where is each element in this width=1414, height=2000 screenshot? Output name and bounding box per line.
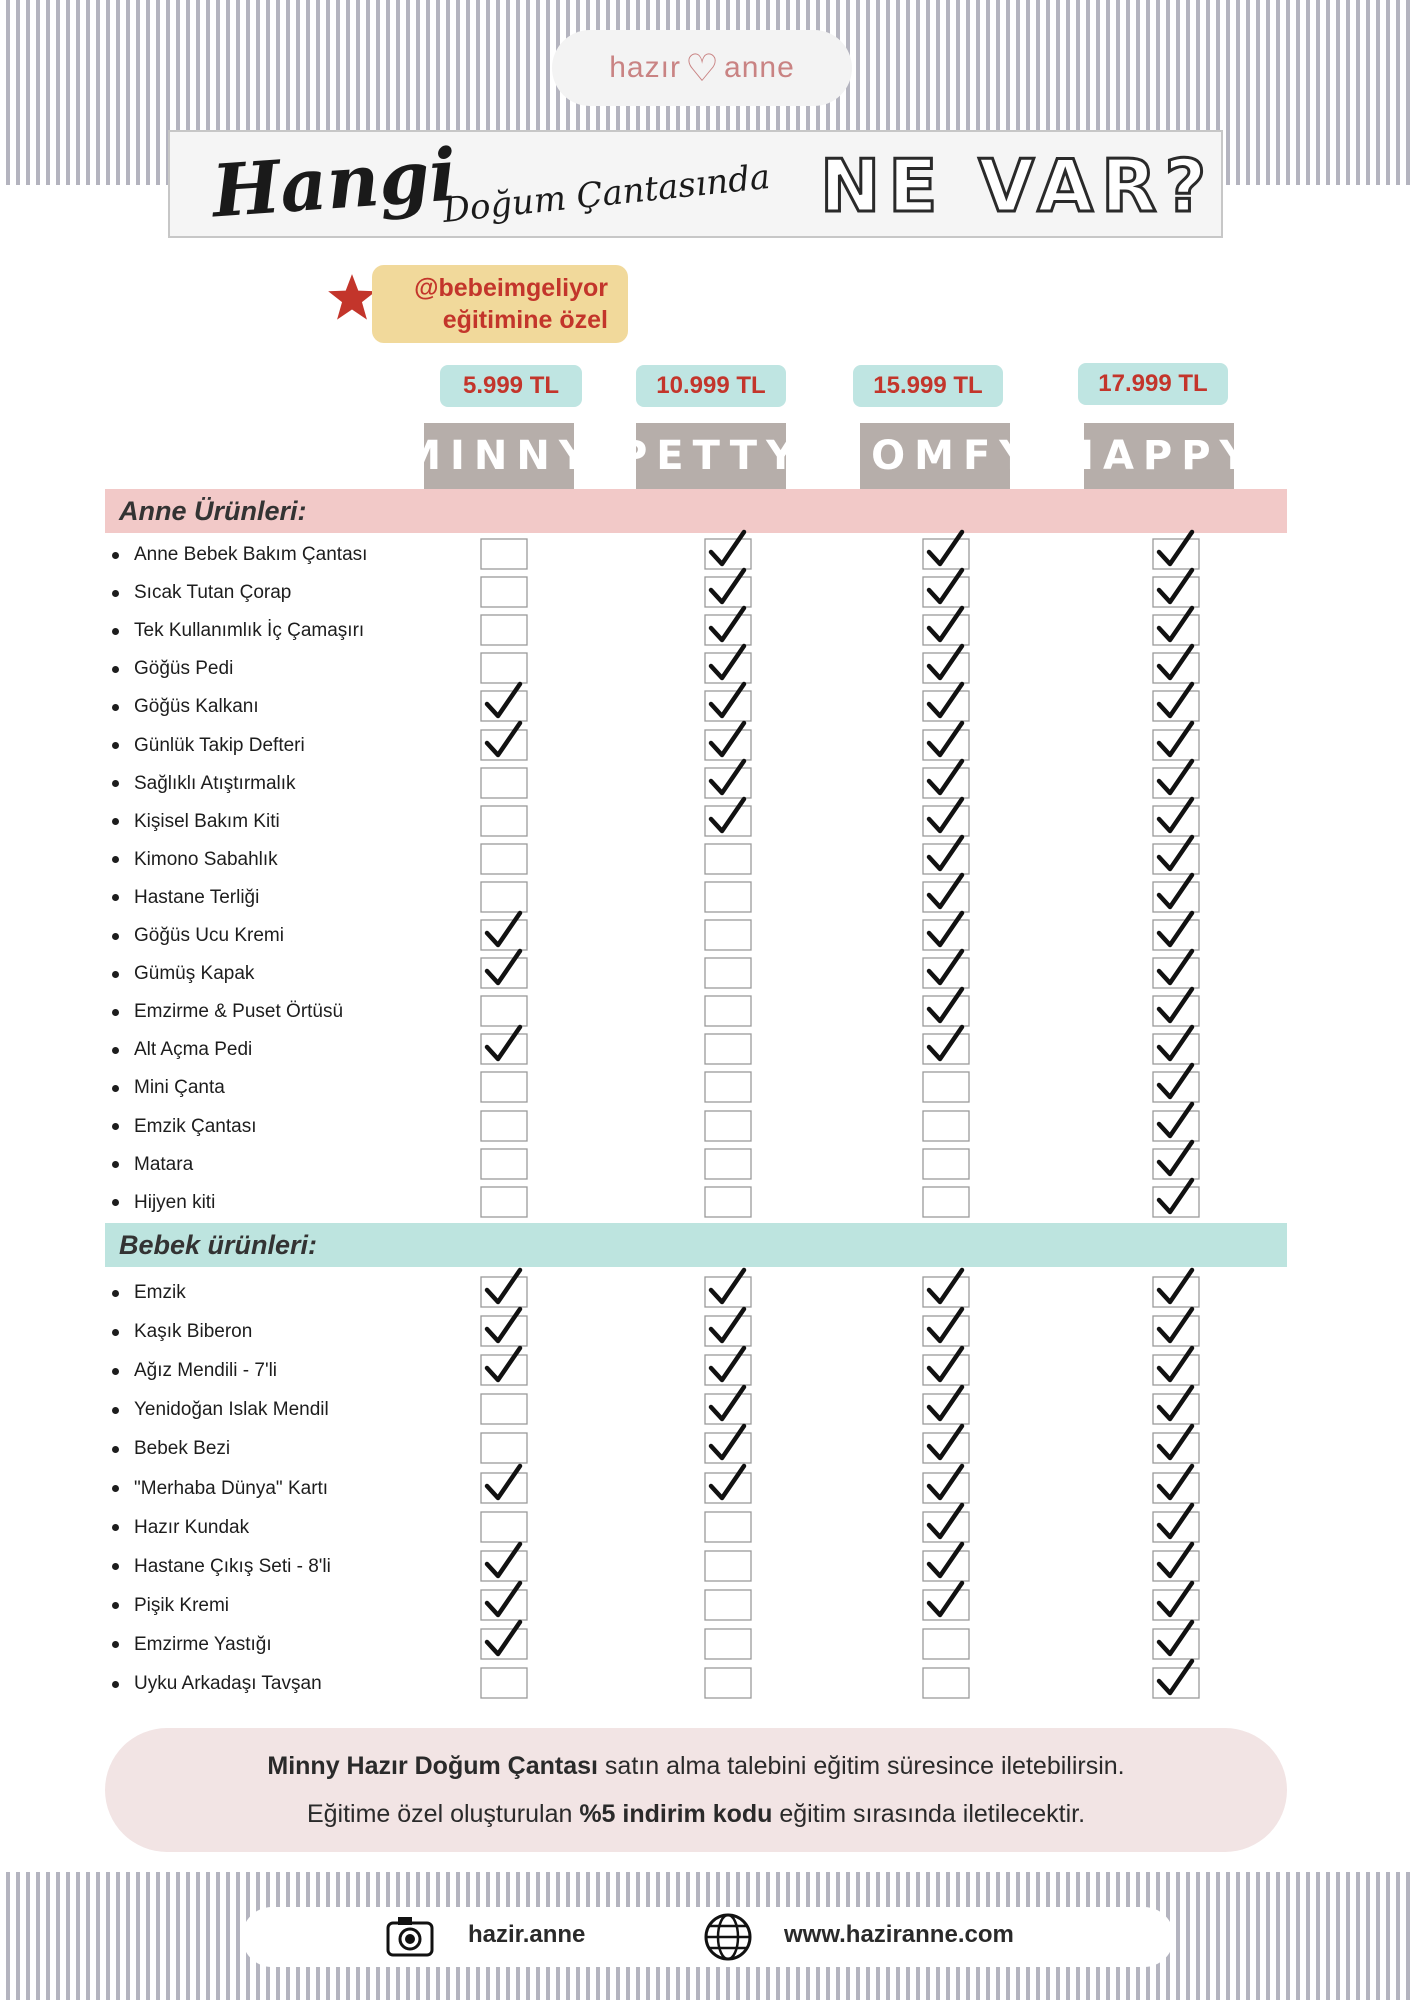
item-label: Göğüs Kalkanı	[134, 696, 259, 718]
checked-checkbox	[480, 1352, 526, 1386]
checked-checkbox	[1152, 1031, 1198, 1065]
item-label: Matara	[134, 1153, 194, 1175]
empty-checkbox	[922, 1626, 968, 1660]
title-word-dogum: Doğum Çantasında	[440, 156, 773, 232]
website-url[interactable]: www.haziranne.com	[784, 1921, 1014, 1948]
bullet-icon	[112, 1407, 119, 1414]
checked-checkbox	[704, 650, 750, 684]
checked-checkbox	[1152, 1430, 1198, 1464]
item-label: Kaşık Biberon	[134, 1321, 253, 1343]
bullet-icon	[112, 628, 119, 635]
empty-checkbox	[480, 1146, 526, 1180]
checked-checkbox	[480, 727, 526, 761]
checked-checkbox	[704, 688, 750, 722]
checked-checkbox	[1152, 1146, 1198, 1180]
item-label: Gümüş Kapak	[134, 963, 255, 985]
empty-checkbox	[480, 879, 526, 913]
checked-checkbox	[922, 727, 968, 761]
empty-checkbox	[704, 1146, 750, 1180]
checked-checkbox	[922, 841, 968, 875]
bullet-icon	[112, 818, 119, 825]
checked-checkbox	[922, 536, 968, 570]
checked-checkbox	[1152, 1184, 1198, 1218]
title-word-hangi: Hangi	[209, 131, 460, 234]
checked-checkbox	[704, 1391, 750, 1425]
bullet-icon	[112, 704, 119, 711]
checked-checkbox	[1152, 1069, 1198, 1103]
checked-checkbox	[1152, 1509, 1198, 1543]
checked-checkbox	[922, 650, 968, 684]
checked-checkbox	[480, 1274, 526, 1308]
bullet-icon	[112, 742, 119, 749]
checked-checkbox	[480, 1313, 526, 1347]
checked-checkbox	[1152, 955, 1198, 989]
checked-checkbox	[1152, 1587, 1198, 1621]
checked-checkbox	[1152, 727, 1198, 761]
checked-checkbox	[1152, 688, 1198, 722]
empty-checkbox	[922, 1184, 968, 1218]
checked-checkbox	[922, 803, 968, 837]
list-item	[112, 1434, 230, 1464]
checked-checkbox	[922, 955, 968, 989]
item-label: Kişisel Bakım Kiti	[134, 810, 280, 832]
footer-line-2-bold: %5 indirim kodu	[579, 1800, 773, 1828]
empty-checkbox	[922, 1665, 968, 1699]
checked-checkbox	[1152, 612, 1198, 646]
list-item	[112, 1669, 322, 1699]
empty-checkbox	[704, 879, 750, 913]
star-icon	[326, 272, 378, 324]
item-label: Kimono Sabahlık	[134, 848, 278, 870]
empty-checkbox	[704, 1626, 750, 1660]
checked-checkbox	[480, 955, 526, 989]
checked-checkbox	[1152, 917, 1198, 951]
bullet-icon	[112, 1085, 119, 1092]
promo-badge	[372, 265, 628, 343]
item-label: Hastane Çıkış Seti - 8'li	[134, 1555, 331, 1577]
bullet-icon	[112, 1681, 119, 1688]
checked-checkbox	[1152, 993, 1198, 1027]
item-label: Hazır Kundak	[134, 1516, 250, 1538]
checked-checkbox	[704, 1430, 750, 1464]
list-item	[112, 1188, 215, 1218]
empty-checkbox	[480, 841, 526, 875]
checked-checkbox	[922, 1509, 968, 1543]
list-item	[112, 807, 280, 837]
list-item	[112, 1630, 272, 1660]
checked-checkbox	[1152, 879, 1198, 913]
bullet-icon	[112, 1641, 119, 1648]
list-item	[112, 997, 343, 1027]
checked-checkbox	[1152, 574, 1198, 608]
brand-logo	[552, 30, 852, 106]
list-item	[112, 1112, 256, 1142]
empty-checkbox	[704, 1184, 750, 1218]
empty-checkbox	[480, 1391, 526, 1425]
checked-checkbox	[1152, 765, 1198, 799]
camera-icon[interactable]	[384, 1911, 436, 1963]
empty-checkbox	[704, 1665, 750, 1699]
checked-checkbox	[922, 1031, 968, 1065]
bullet-icon	[112, 590, 119, 597]
empty-checkbox	[480, 1069, 526, 1103]
empty-checkbox	[704, 1587, 750, 1621]
list-item	[112, 692, 259, 722]
item-label: Mini Çanta	[134, 1077, 225, 1099]
package-label-minny: MINNY	[424, 423, 574, 489]
checked-checkbox	[922, 879, 968, 913]
bullet-icon	[112, 1123, 119, 1130]
list-item	[112, 1278, 186, 1308]
checked-checkbox	[1152, 803, 1198, 837]
bullet-icon	[112, 933, 119, 940]
footer-line-1-bold: Minny Hazır Doğum Çantası	[267, 1752, 598, 1780]
checked-checkbox	[922, 1548, 968, 1582]
item-label: Emzik Çantası	[134, 1115, 257, 1137]
list-item	[112, 1035, 252, 1065]
item-label: Göğüs Ucu Kremi	[134, 925, 284, 946]
price-tag-minny: 5.999 TL	[440, 365, 582, 407]
checked-checkbox	[704, 574, 750, 608]
globe-icon[interactable]	[702, 1911, 754, 1963]
footer-line-2	[307, 1790, 1085, 1838]
title-word-nevar: NE VAR?	[820, 144, 1215, 228]
item-label: Göğüs Pedi	[134, 658, 234, 680]
package-label-petty: PETTY	[636, 423, 786, 489]
footer-line-1	[267, 1742, 1124, 1790]
checked-checkbox	[704, 765, 750, 799]
footer-line-1-rest: satın alma talebini eğitim süresince iletebilirsin.	[597, 1752, 1125, 1780]
empty-checkbox	[480, 993, 526, 1027]
empty-checkbox	[704, 1108, 750, 1142]
package-label-comfy: COMFY	[860, 423, 1010, 489]
bullet-icon	[112, 1161, 119, 1168]
checked-checkbox	[1152, 1548, 1198, 1582]
checked-checkbox	[1152, 650, 1198, 684]
bullet-icon	[112, 1446, 119, 1453]
item-label: Bebek Bezi	[134, 1438, 231, 1460]
item-label: Emzik	[134, 1282, 186, 1303]
checked-checkbox	[704, 1313, 750, 1347]
empty-checkbox	[480, 1665, 526, 1699]
price-tag-comfy: 15.999 TL	[853, 365, 1003, 407]
bullet-icon	[112, 1563, 119, 1570]
empty-checkbox	[704, 955, 750, 989]
empty-checkbox	[704, 1069, 750, 1103]
checked-checkbox	[704, 536, 750, 570]
checked-checkbox	[1152, 1626, 1198, 1660]
checked-checkbox	[480, 1470, 526, 1504]
empty-checkbox	[480, 1108, 526, 1142]
checked-checkbox	[922, 1391, 968, 1425]
heart-icon: ♡	[684, 47, 721, 90]
section-header-anne: Anne Ürünleri:	[105, 489, 1287, 533]
checked-checkbox	[922, 765, 968, 799]
footer-line-2-start: Eğitime özel oluşturulan	[306, 1800, 580, 1828]
empty-checkbox	[704, 1031, 750, 1065]
bullet-icon	[112, 1199, 119, 1206]
promo-line-1: @bebeimgeliyor	[414, 274, 608, 302]
checked-checkbox	[1152, 1352, 1198, 1386]
checked-checkbox	[1152, 841, 1198, 875]
list-item	[112, 1591, 229, 1621]
checked-checkbox	[922, 612, 968, 646]
section-header-bebek: Bebek ürünleri:	[105, 1223, 1287, 1267]
list-item	[112, 1150, 193, 1180]
bullet-icon	[112, 1485, 119, 1492]
empty-checkbox	[922, 1069, 968, 1103]
item-label: Pişik Kremi	[134, 1594, 230, 1616]
bullet-icon	[112, 1047, 119, 1054]
checked-checkbox	[1152, 1274, 1198, 1308]
checked-checkbox	[704, 803, 750, 837]
checked-checkbox	[704, 1470, 750, 1504]
item-label: Alt Açma Pedi	[134, 1039, 253, 1061]
item-label: Uyku Arkadaşı Tavşan	[134, 1673, 322, 1694]
list-item	[112, 1513, 249, 1543]
list-item	[112, 578, 291, 608]
checked-checkbox	[480, 1031, 526, 1065]
list-item	[112, 959, 254, 989]
list-item	[112, 540, 367, 570]
empty-checkbox	[480, 803, 526, 837]
list-item	[112, 1395, 329, 1425]
item-label: Hastane Terliği	[134, 886, 260, 908]
price-tag-petty: 10.999 TL	[636, 365, 786, 407]
bullet-icon	[112, 1602, 119, 1609]
list-item	[112, 1552, 331, 1582]
checked-checkbox	[1152, 1313, 1198, 1347]
item-label: Hijyen kiti	[134, 1191, 216, 1213]
checked-checkbox	[922, 1470, 968, 1504]
bullet-icon	[112, 552, 119, 559]
empty-checkbox	[704, 1548, 750, 1582]
item-label: Emzirme & Puset Örtüsü	[134, 1001, 344, 1023]
list-item	[112, 1317, 252, 1347]
bullet-icon	[112, 666, 119, 673]
checked-checkbox	[1152, 1470, 1198, 1504]
empty-checkbox	[922, 1146, 968, 1180]
list-item	[112, 769, 296, 799]
empty-checkbox	[480, 650, 526, 684]
empty-checkbox	[704, 917, 750, 951]
item-label: Emzirme Yastığı	[134, 1633, 272, 1655]
item-label: Tek Kullanımlık İç Çamaşırı	[134, 620, 365, 642]
empty-checkbox	[480, 1509, 526, 1543]
empty-checkbox	[480, 765, 526, 799]
checked-checkbox	[922, 1587, 968, 1621]
bullet-icon	[112, 780, 119, 787]
checked-checkbox	[704, 1352, 750, 1386]
checked-checkbox	[704, 727, 750, 761]
bullet-icon	[112, 856, 119, 863]
checked-checkbox	[922, 1274, 968, 1308]
item-label: Ağız Mendili - 7'li	[134, 1360, 278, 1382]
item-label: Yenidoğan Islak Mendil	[134, 1399, 329, 1421]
checked-checkbox	[480, 917, 526, 951]
logo-text-right: anne	[724, 51, 795, 84]
checked-checkbox	[1152, 1391, 1198, 1425]
list-item	[112, 731, 305, 761]
footer-note	[105, 1728, 1287, 1852]
checked-checkbox	[922, 574, 968, 608]
logo-text-left: hazır	[609, 51, 681, 84]
item-label: Sıcak Tutan Çorap	[134, 582, 292, 604]
bullet-icon	[112, 1290, 119, 1297]
checked-checkbox	[1152, 1108, 1198, 1142]
promo-line-2: eğitimine özel	[442, 306, 608, 334]
checked-checkbox	[480, 1587, 526, 1621]
bullet-icon	[112, 971, 119, 978]
list-item	[112, 1073, 225, 1103]
bullet-icon	[112, 1368, 119, 1375]
item-label: Sağlıklı Atıştırmalık	[134, 772, 296, 794]
empty-checkbox	[480, 1430, 526, 1464]
empty-checkbox	[704, 993, 750, 1027]
checked-checkbox	[480, 1548, 526, 1582]
empty-checkbox	[704, 841, 750, 875]
checked-checkbox	[1152, 1665, 1198, 1699]
list-item	[112, 883, 259, 913]
checked-checkbox	[922, 917, 968, 951]
bullet-icon	[112, 1009, 119, 1016]
list-item	[112, 845, 278, 875]
checked-checkbox	[1152, 536, 1198, 570]
bullet-icon	[112, 1329, 119, 1336]
checked-checkbox	[922, 1430, 968, 1464]
checked-checkbox	[922, 1313, 968, 1347]
checked-checkbox	[704, 612, 750, 646]
item-label: Günlük Takip Defteri	[134, 734, 305, 756]
empty-checkbox	[480, 612, 526, 646]
item-label: "Merhaba Dünya" Kartı	[134, 1477, 329, 1499]
bullet-icon	[112, 1524, 119, 1531]
list-item	[112, 654, 233, 684]
item-label: Anne Bebek Bakım Çantası	[134, 544, 368, 565]
checked-checkbox	[704, 1274, 750, 1308]
footer-line-2-end: eğitim sırasında iletilecektir.	[772, 1800, 1086, 1828]
empty-checkbox	[922, 1108, 968, 1142]
checked-checkbox	[922, 993, 968, 1027]
empty-checkbox	[480, 1184, 526, 1218]
checked-checkbox	[480, 688, 526, 722]
empty-checkbox	[704, 1509, 750, 1543]
contact-bar	[242, 1907, 1174, 1967]
empty-checkbox	[480, 536, 526, 570]
list-item	[112, 1356, 277, 1386]
list-item	[112, 921, 284, 951]
package-label-happy: HAPPY	[1084, 423, 1234, 489]
checked-checkbox	[922, 1352, 968, 1386]
price-tag-happy: 17.999 TL	[1078, 363, 1228, 405]
empty-checkbox	[480, 574, 526, 608]
bullet-icon	[112, 894, 119, 901]
list-item	[112, 616, 364, 646]
list-item	[112, 1474, 328, 1504]
title-banner	[168, 130, 1223, 238]
checked-checkbox	[480, 1626, 526, 1660]
instagram-handle[interactable]: hazir.anne	[468, 1921, 586, 1948]
checked-checkbox	[922, 688, 968, 722]
